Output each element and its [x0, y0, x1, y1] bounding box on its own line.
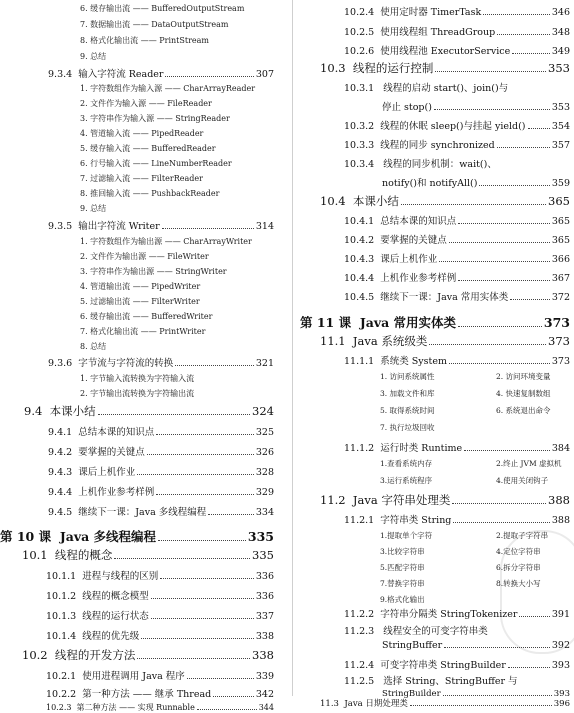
system-item: 1. 访问系统属性: [380, 372, 435, 381]
toc-entry-9-4-5[interactable]: 9.4.5 继续下一课：Java 多线程编程 334: [48, 507, 274, 518]
toc-subitem: 1. 字符数组作为输入源 —— CharArrayReader: [80, 84, 256, 93]
toc-entry-9-3-5[interactable]: 9.3.5 输出字符流 Writer 314: [48, 221, 274, 232]
toc-entry-9-4[interactable]: 9.4 本课小结 324: [24, 404, 274, 418]
toc-entry-lesson-10[interactable]: 第 10 课 Java 多线程编程 335: [0, 529, 274, 544]
toc-entry-10-4-4[interactable]: 10.4.4 上机作业参考样例 367: [344, 273, 570, 284]
runtime-item: 2.终止 JVM 虚拟机: [496, 459, 562, 468]
string-item: 3.比较字符串: [380, 547, 425, 556]
toc-subitem: 5. 缓存输入流 —— BufferedReader: [80, 144, 216, 153]
toc-entry-10-2-3[interactable]: 10.2.3 第二种方法 —— 实现 Runnable 344: [46, 703, 274, 712]
toc-entry-lesson-11[interactable]: 第 11 课 Java 常用实体类 373: [300, 315, 570, 330]
toc-subitem: 1. 字节输入流转换为字符输入流: [80, 374, 195, 383]
toc-entry-10-3-1-line1[interactable]: 10.3.1 线程的启动 start()、join()与: [344, 83, 509, 94]
toc-entry-10-1[interactable]: 10.1 线程的概念 335: [22, 548, 274, 562]
toc-subitem: 6. 缓存输出流 —— BufferedWriter: [80, 312, 213, 321]
toc-subitem: 4. 管道输出流 —— PipedWriter: [80, 282, 201, 291]
toc-entry-11-3[interactable]: 11.3 Java 日期处理类 396: [320, 699, 570, 709]
toc-entry-11-2-1[interactable]: 11.2.1 字符串类 String 388: [344, 515, 570, 526]
system-item: 6. 系统退出命令: [496, 406, 551, 415]
runtime-item: 3.运行系统程序: [380, 476, 433, 485]
string-item: 2.提取子字符串: [496, 531, 549, 540]
toc-entry-10-4-5[interactable]: 10.4.5 继续下一课：Java 常用实体类 372: [344, 292, 570, 303]
string-item: 7.替换字符串: [380, 579, 425, 588]
toc-entry-10-4[interactable]: 10.4 本课小结 365: [320, 194, 570, 208]
toc-entry-11-2-5-line1[interactable]: 11.2.5 选择 String、StringBuffer 与: [344, 676, 518, 687]
string-item: 1.提取单个字符: [380, 531, 433, 540]
toc-entry-11-1-2[interactable]: 11.1.2 运行时类 Runtime 384: [344, 443, 570, 454]
toc-subitem: 4. 管道输入流 —— PipedReader: [80, 129, 204, 138]
toc-entry-10-2-5[interactable]: 10.2.5 使用线程组 ThreadGroup 348: [344, 27, 570, 38]
toc-entry-10-1-4[interactable]: 10.1.4 线程的优先级 338: [46, 631, 274, 642]
toc-entry-11-2-4[interactable]: 11.2.4 可变字符串类 StringBuilder 393: [344, 660, 570, 671]
toc-entry-11-1-1[interactable]: 11.1.1 系统类 System 373: [344, 356, 570, 367]
system-item: 3. 加载文件和库: [380, 389, 435, 398]
toc-entry-11-2-2[interactable]: 11.2.2 字符串分隔类 StringTokenizer 391: [344, 609, 570, 620]
toc-subitem: 2. 文件作为输入源 —— FileReader: [80, 99, 212, 108]
toc-entry-9-4-1[interactable]: 9.4.1 总结本课的知识点 325: [48, 427, 274, 438]
toc-entry-10-1-1[interactable]: 10.1.1 进程与线程的区别 336: [46, 571, 274, 582]
toc-entry-10-2[interactable]: 10.2 线程的开发方法 338: [22, 648, 274, 662]
toc-entry-10-2-6[interactable]: 10.2.6 使用线程池 ExecutorService 349: [344, 46, 570, 57]
system-item: 4. 快速复制数组: [496, 389, 551, 398]
string-item: 9.格式化输出: [380, 595, 425, 604]
toc-entry-10-1-2[interactable]: 10.1.2 线程的概念模型 336: [46, 591, 274, 602]
toc-subitem: 8. 总结: [80, 342, 107, 351]
toc-subitem: 8. 格式化输出流 —— PrintStream: [80, 36, 210, 45]
toc-entry-11-2-3-line1[interactable]: 11.2.3 线程安全的可变字符串类: [344, 626, 488, 637]
toc-entry-11-1[interactable]: 11.1 Java 系统级类 373: [320, 334, 570, 348]
toc-entry-10-3-3[interactable]: 10.3.3 线程的同步 synchronized 357: [344, 140, 570, 151]
toc-subitem: 7. 数据输出流 —— DataOutputStream: [80, 20, 229, 29]
toc-subitem: 1. 字符数组作为输出源 —— CharArrayWriter: [80, 237, 252, 246]
system-item: 5. 取得系统时间: [380, 406, 435, 415]
toc-subitem: 2. 字节输出流转换为字符输出流: [80, 389, 195, 398]
toc-subitem: 7. 格式化输出流 —— PrintWriter: [80, 327, 206, 336]
toc-subitem: 6. 缓存输出流 —— BufferedOutputStream: [80, 4, 245, 13]
toc-subitem: 3. 字符串作为输入源 —— StringReader: [80, 114, 230, 123]
toc-subitem: 5. 过滤输出流 —— FilterWriter: [80, 297, 200, 306]
toc-subitem: 9. 总结: [80, 204, 107, 213]
toc-entry-11-2-5-line2[interactable]: StringBuilder 393: [382, 689, 570, 699]
toc-entry-10-4-3[interactable]: 10.4.3 课后上机作业 366: [344, 254, 570, 265]
toc-entry-9-4-2[interactable]: 9.4.2 要掌握的关键点 326: [48, 447, 274, 458]
toc-entry-9-4-3[interactable]: 9.4.3 课后上机作业 328: [48, 467, 274, 478]
string-item: 5.匹配字符串: [380, 563, 425, 572]
toc-entry-9-3-4[interactable]: 9.3.4 输入字符流 Reader 307: [48, 69, 274, 80]
toc-subitem: 6. 行号输入流 —— LineNumberReader: [80, 159, 232, 168]
toc-subitem: 8. 推回输入流 —— PushbackReader: [80, 189, 220, 198]
string-item: 4.定位字符串: [496, 547, 541, 556]
runtime-item: 1.查看系统内存: [380, 459, 433, 468]
toc-entry-10-3[interactable]: 10.3 线程的运行控制 353: [320, 61, 570, 75]
toc-subitem: 2. 文件作为输出源 —— FileWriter: [80, 252, 209, 261]
system-item: 2. 访问环境变量: [496, 372, 551, 381]
column-divider: [292, 0, 293, 696]
toc-entry-10-1-3[interactable]: 10.1.3 线程的运行状态 337: [46, 611, 274, 622]
toc-entry-9-3-6[interactable]: 9.3.6 字节流与字符流的转换 321: [48, 358, 274, 369]
toc-entry-10-4-1[interactable]: 10.4.1 总结本课的知识点 365: [344, 216, 570, 227]
toc-entry-11-2-3-line2[interactable]: StringBuffer 392: [382, 640, 570, 651]
toc-entry-10-3-1-line2[interactable]: 停止 stop() 353: [382, 102, 570, 113]
toc-subitem: 3. 字符串作为输出源 —— StringWriter: [80, 267, 227, 276]
toc-entry-9-4-4[interactable]: 9.4.4 上机作业参考样例 329: [48, 487, 274, 498]
toc-subitem: 7. 过滤输入流 —— FilterReader: [80, 174, 203, 183]
toc-entry-10-3-2[interactable]: 10.3.2 线程的休眠 sleep()与挂起 yield() 354: [344, 121, 570, 132]
toc-entry-11-2[interactable]: 11.2 Java 字符串处理类 388: [320, 493, 570, 507]
toc-subitem: 9. 总结: [80, 52, 107, 61]
toc-entry-10-2-1[interactable]: 10.2.1 使用进程调用 Java 程序 339: [46, 671, 274, 682]
toc-entry-10-3-4-line1[interactable]: 10.3.4 线程的同步机制：wait()、: [344, 159, 497, 170]
toc-entry-10-2-2[interactable]: 10.2.2 第一种方法 —— 继承 Thread 342: [46, 689, 274, 700]
system-item: 7. 执行垃圾回收: [380, 423, 435, 432]
toc-entry-10-3-4-line2[interactable]: notify()和 notifyAll() 359: [382, 178, 570, 189]
string-item: 6.拆分字符串: [496, 563, 541, 572]
watermark-seal-icon: [500, 530, 574, 654]
string-item: 8.转换大小写: [496, 579, 541, 588]
runtime-item: 4.使用关闭钩子: [496, 476, 549, 485]
toc-entry-10-4-2[interactable]: 10.4.2 要掌握的关键点 365: [344, 235, 570, 246]
toc-entry-10-2-4[interactable]: 10.2.4 使用定时器 TimerTask 346: [344, 7, 570, 18]
